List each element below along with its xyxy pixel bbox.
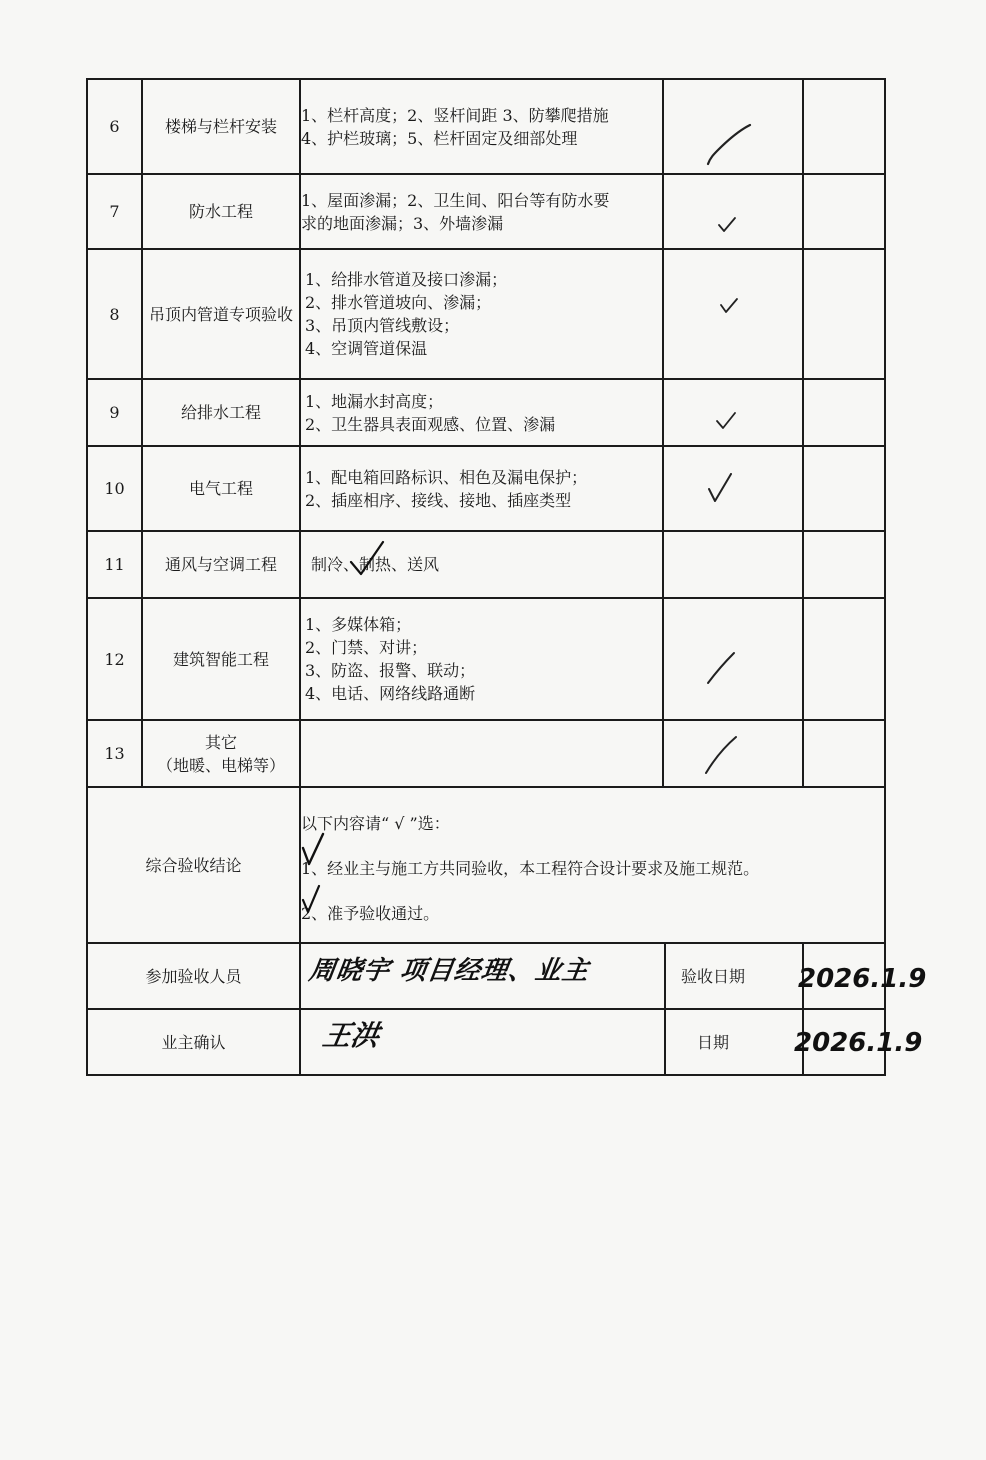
remark-cell[interactable] bbox=[803, 446, 885, 531]
item-name: 给排水工程 bbox=[142, 379, 300, 446]
table-row bbox=[87, 249, 885, 379]
item-description bbox=[300, 720, 663, 787]
item-name: 楼梯与栏杆安装 bbox=[142, 79, 300, 174]
conclusion-row bbox=[87, 787, 885, 943]
participants-signature-cell[interactable] bbox=[300, 943, 803, 1009]
conclusion-label: 综合验收结论 bbox=[87, 787, 300, 943]
item-description bbox=[300, 79, 663, 174]
row-number: 8 bbox=[87, 249, 142, 379]
owner-signature-cell[interactable] bbox=[300, 1009, 803, 1075]
check-cell[interactable] bbox=[663, 720, 803, 787]
remark-cell[interactable] bbox=[803, 531, 885, 598]
item-description bbox=[300, 446, 663, 531]
table-row bbox=[87, 531, 885, 598]
description-line: 4、电话、网络线路通断 bbox=[305, 684, 476, 703]
item-description bbox=[300, 174, 663, 249]
participants-signature bbox=[301, 944, 664, 1008]
slash-mark-icon bbox=[706, 651, 736, 685]
acceptance-table bbox=[86, 78, 927, 1076]
check-cell[interactable] bbox=[663, 79, 803, 174]
checkmark-icon bbox=[720, 298, 738, 314]
description-line: 2、排水管道坡向、渗漏； bbox=[305, 293, 492, 312]
remark-cell[interactable] bbox=[803, 79, 885, 174]
conclusion-option-2[interactable]: 2、准予验收通过。 bbox=[301, 903, 440, 923]
item-name bbox=[142, 720, 300, 787]
item-name-line: （地暖、电梯等） bbox=[156, 755, 285, 775]
check-cell[interactable] bbox=[663, 598, 803, 720]
table-row bbox=[87, 446, 885, 531]
row-number: 13 bbox=[87, 720, 142, 787]
table-row bbox=[87, 720, 885, 787]
handwritten-date: 2026.1.9 bbox=[794, 1028, 923, 1058]
remark-cell[interactable] bbox=[803, 379, 885, 446]
item-name: 通风与空调工程 bbox=[142, 531, 300, 598]
description-line: 4、护栏玻璃；5、栏杆固定及细部处理 bbox=[301, 128, 578, 148]
check-cell[interactable] bbox=[663, 531, 803, 598]
table-row bbox=[87, 79, 885, 174]
item-name: 吊顶内管道专项验收 bbox=[142, 249, 300, 379]
row-number: 11 bbox=[87, 531, 142, 598]
item-name: 电气工程 bbox=[142, 446, 300, 531]
checkmark-icon bbox=[349, 540, 385, 576]
checkmark-icon bbox=[718, 217, 736, 233]
check-cell[interactable] bbox=[663, 379, 803, 446]
description-line: 2、卫生器具表面观感、位置、渗漏 bbox=[305, 414, 556, 434]
acceptance-form bbox=[86, 78, 927, 1076]
remark-cell[interactable] bbox=[803, 174, 885, 249]
description-line: 1、栏杆高度；2、竖杆间距 3、防攀爬措施 bbox=[301, 105, 609, 125]
table-row bbox=[87, 174, 885, 249]
description-line: 1、配电箱回路标识、相色及漏电保护； bbox=[305, 467, 588, 487]
item-name-line: 其它 bbox=[204, 732, 237, 752]
table-row bbox=[87, 598, 885, 720]
check-cell[interactable] bbox=[663, 446, 803, 531]
item-description bbox=[300, 379, 663, 446]
conclusion-instruction: 以下内容请“ √ ”选： bbox=[301, 813, 450, 833]
row-number: 10 bbox=[87, 446, 142, 531]
description-line: 4、空调管道保温 bbox=[305, 339, 428, 358]
owner-row bbox=[87, 1009, 885, 1075]
slash-mark-icon bbox=[704, 122, 754, 168]
check-cell[interactable] bbox=[663, 174, 803, 249]
item-description bbox=[300, 249, 663, 379]
row-number: 7 bbox=[87, 174, 142, 249]
item-name: 防水工程 bbox=[142, 174, 300, 249]
description-line: 求的地面渗漏；3、外墙渗漏 bbox=[301, 213, 504, 233]
description-line: 1、屋面渗漏；2、卫生间、阳台等有防水要 bbox=[301, 190, 610, 210]
owner-signature bbox=[301, 1010, 664, 1074]
item-description bbox=[300, 531, 663, 598]
owner-label: 业主确认 bbox=[87, 1009, 300, 1075]
checkmark-icon bbox=[708, 473, 732, 503]
item-name: 建筑智能工程 bbox=[142, 598, 300, 720]
slash-mark-icon bbox=[704, 735, 738, 775]
conclusion-option-1[interactable]: 1、经业主与施工方共同验收，本工程符合设计要求及施工规范。 bbox=[301, 858, 760, 878]
description-line: 制冷、制热、送风 bbox=[311, 555, 440, 574]
checkmark-icon bbox=[301, 832, 325, 866]
handwritten-signature-text: 王洪 bbox=[320, 1019, 382, 1052]
checkmark-icon bbox=[301, 884, 321, 914]
row-number: 9 bbox=[87, 379, 142, 446]
description-line: 2、插座相序、接线、接地、插座类型 bbox=[305, 490, 572, 510]
checkmark-icon bbox=[716, 412, 736, 430]
participants-date-cell[interactable] bbox=[798, 943, 927, 1009]
conclusion-options bbox=[300, 787, 885, 943]
table-row bbox=[87, 379, 885, 446]
row-number: 12 bbox=[87, 598, 142, 720]
owner-date-label: 日期 bbox=[664, 1010, 760, 1074]
description-line: 3、防盗、报警、联动； bbox=[305, 661, 476, 680]
remark-cell[interactable] bbox=[803, 598, 885, 720]
remark-cell[interactable] bbox=[803, 249, 885, 379]
description-line: 1、给排水管道及接口渗漏； bbox=[305, 270, 508, 289]
remark-cell[interactable] bbox=[803, 720, 885, 787]
participants-label: 参加验收人员 bbox=[87, 943, 300, 1009]
handwritten-signature-text: 周晓宇 项目经理、业主 bbox=[306, 956, 592, 986]
item-description bbox=[300, 598, 663, 720]
owner-date-cell[interactable] bbox=[794, 1009, 923, 1075]
description-line: 3、吊顶内管线敷设； bbox=[305, 316, 460, 335]
description-line: 2、门禁、对讲； bbox=[305, 638, 428, 657]
check-cell[interactable] bbox=[663, 249, 803, 379]
row-number: 6 bbox=[87, 79, 142, 174]
handwritten-date: 2026.1.9 bbox=[798, 964, 927, 994]
description-line: 1、多媒体箱； bbox=[305, 615, 412, 634]
description-line: 1、地漏水封高度； bbox=[305, 391, 444, 411]
participants-date-label: 验收日期 bbox=[664, 944, 760, 1008]
participants-row bbox=[87, 943, 885, 1009]
